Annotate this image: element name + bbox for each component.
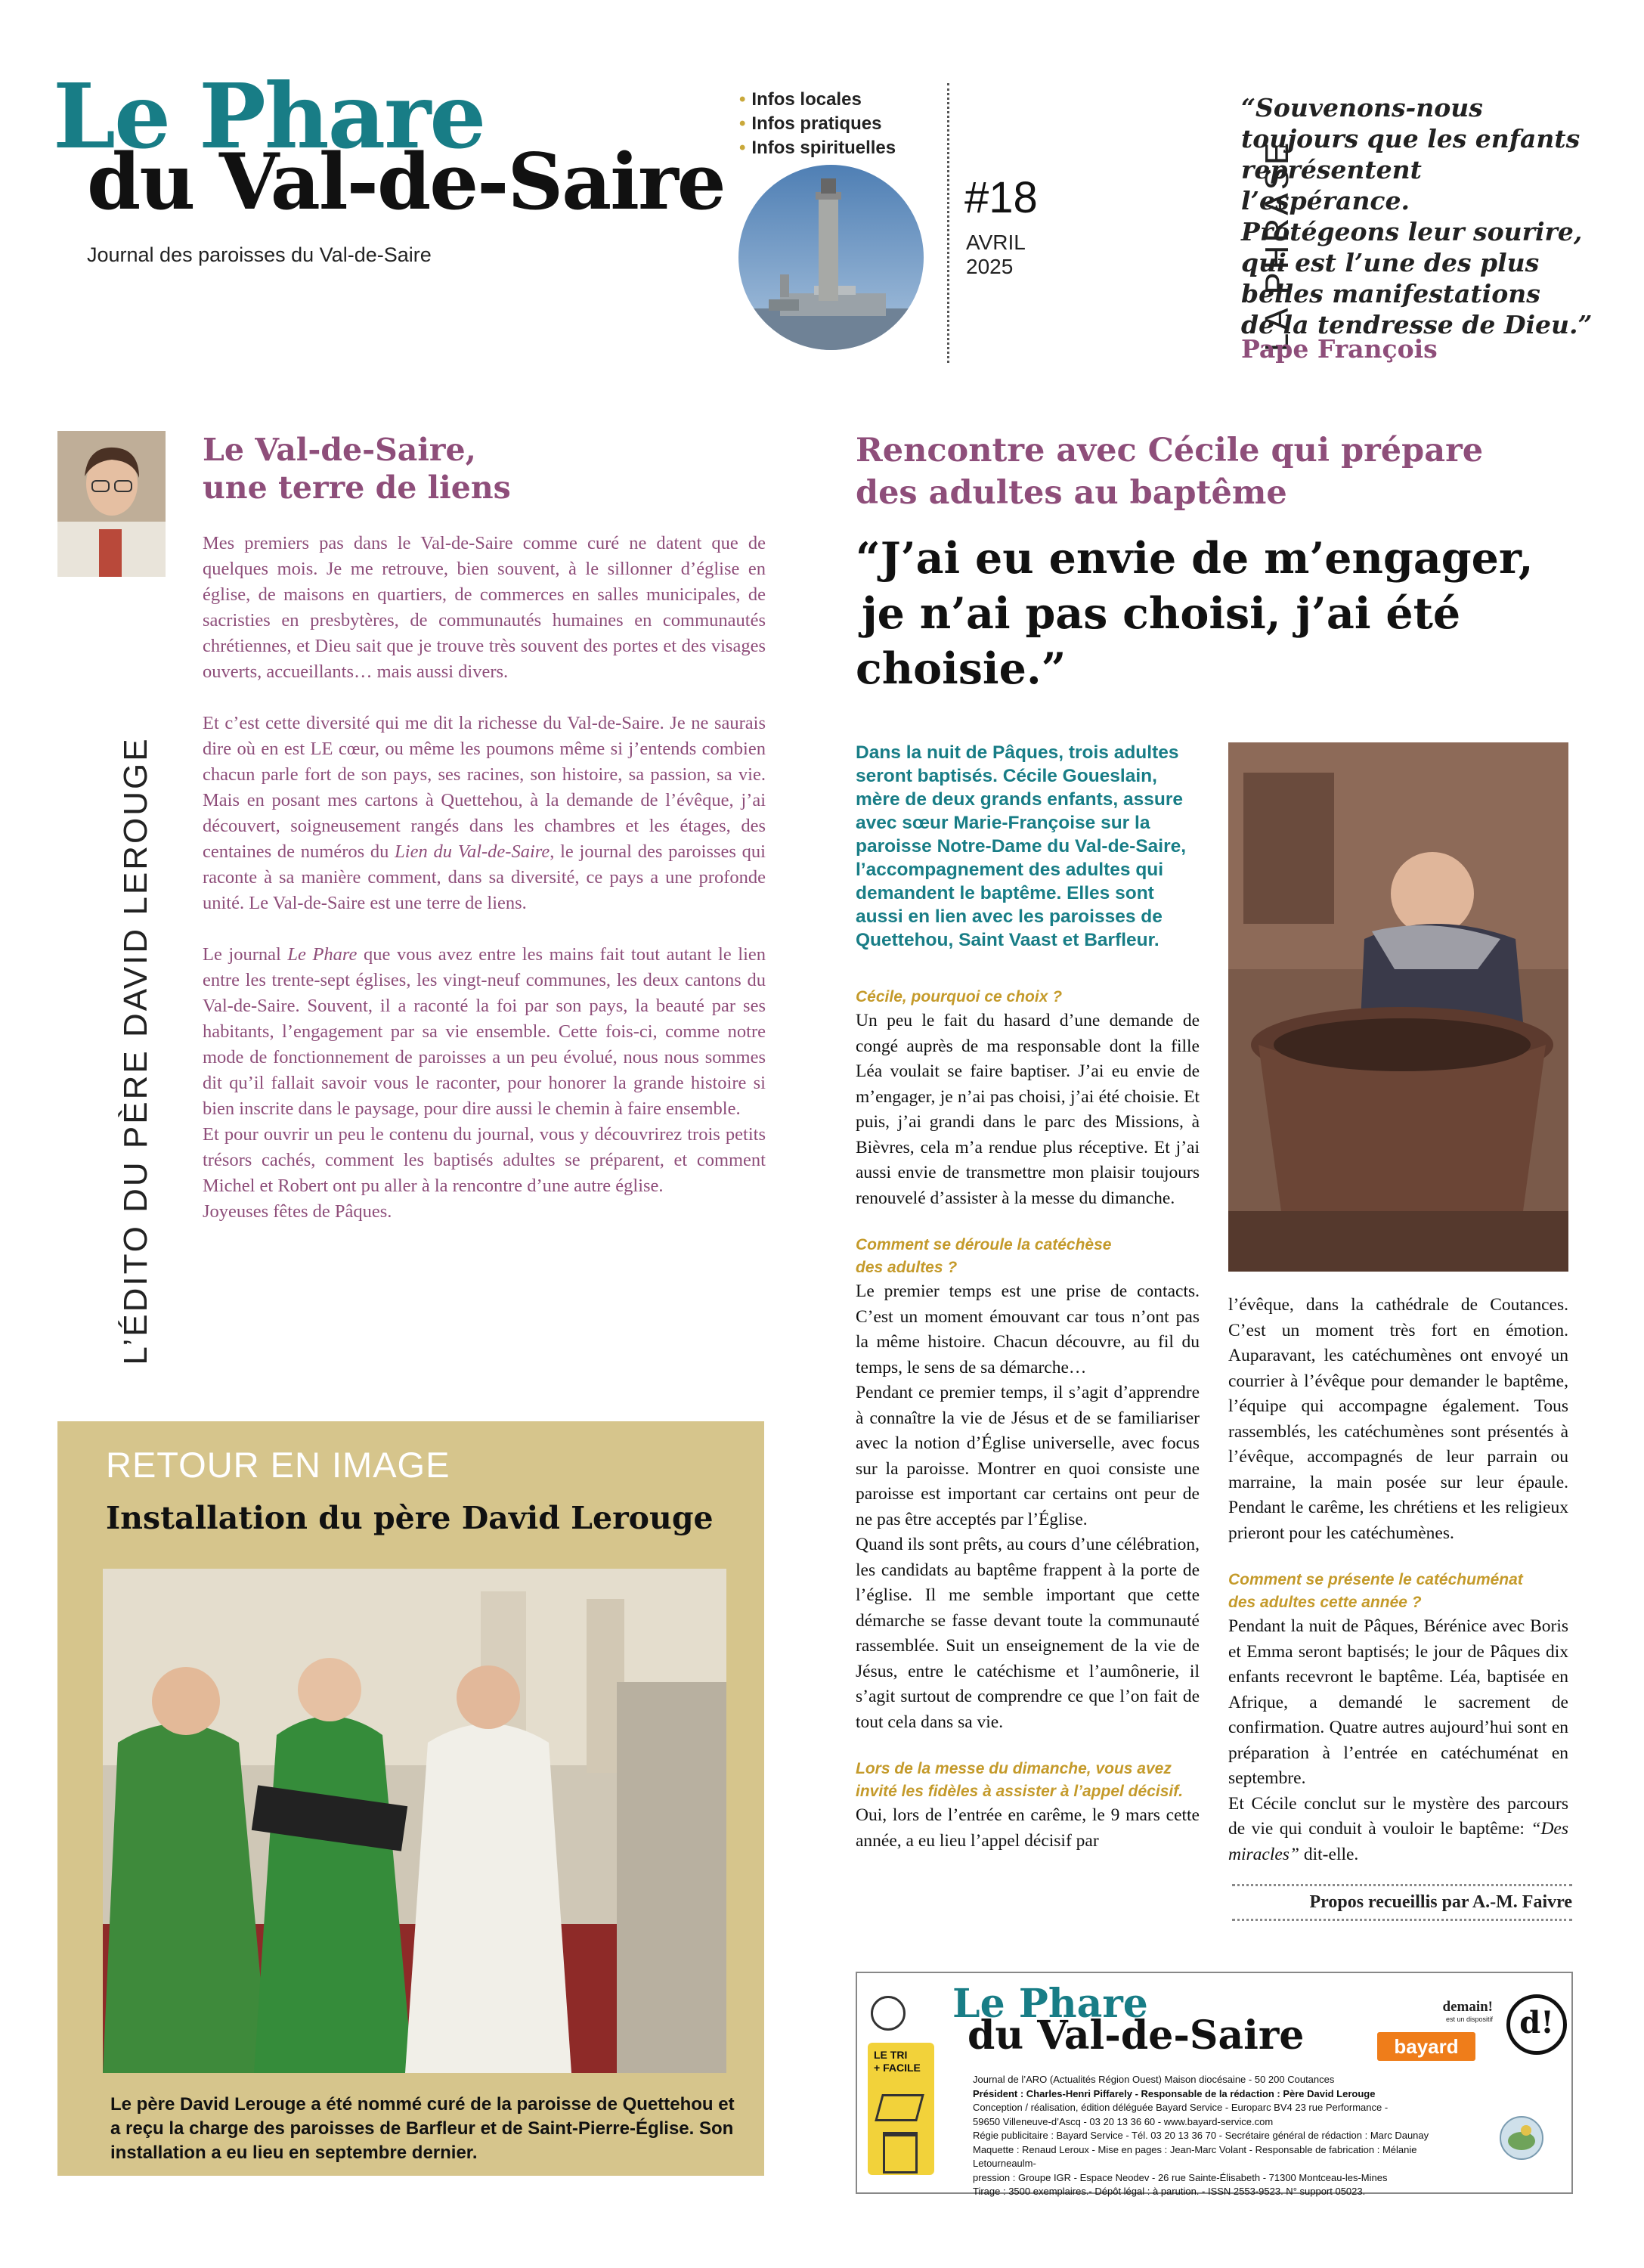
- answer-paragraph: Le premier temps est une prise de contacts. C’est un moment émouvant car tous n’ont pas la même histoire. Chacun découvre, au fil du temps, le sens de sa démarche…: [856, 1281, 1200, 1377]
- tri-facile-logo: [863, 1988, 939, 2181]
- article-credit: Propos recueillis par A.-M. Faivre: [1232, 1884, 1572, 1921]
- phrase-quote: [1241, 92, 1596, 340]
- article-column-1: [856, 986, 1200, 1854]
- la-phrase-label: LA PHRASE: [1259, 139, 1296, 352]
- edito-title: [203, 431, 511, 507]
- edito-paragraph: Et c’est cette diversité qui me dit la richesse du Val-de-Saire. Je ne saurais dire où en est LE cœur, ou même les poumons même si j’entends combien chacun parle fort de son pays, ses racines, son histoire, sa passion, sa vie. Mais en posant mes cartons à Quettehou, à la demande de l’évêque, j’ai découvert, soigneusement rangés dans les chambres et les étages, des centaines de numéros du Lien du Val-de-Saire, le journal des paroisses qui raconte à sa manière comment, dans sa diversité, ce pays a une profonde unité. Le Val-de-Saire est une terre de liens.: [203, 713, 766, 913]
- phrase-line: de la tendresse de Dieu.”: [1241, 310, 1593, 339]
- edito-title-line: une terre de liens: [203, 469, 511, 506]
- issue-date: [966, 231, 1026, 279]
- baptismal-font-photo: [1228, 742, 1568, 1272]
- edito-title-line: Le Val-de-Saire,: [203, 432, 476, 468]
- demain-label: demain! est un dispositif: [1442, 1999, 1493, 2023]
- pull-quote-line: “J’ai eu envie de m’engager,: [856, 533, 1534, 584]
- phrase-line: qui est l’une des plus: [1241, 248, 1540, 277]
- answer-paragraph: Et Cécile conclut sur le mystère des parcours de vie qui conduit à vouloir le baptême: “Des miracles” dit-elle.: [1228, 1793, 1568, 1864]
- phrase-line: “Souvenons-nous: [1241, 93, 1483, 122]
- edito-paragraph: Le journal Le Phare que vous avez entre les mains fait tout autant le lien entre les trente-sept églises, les vingt-neuf communes, les deux cantons du Val-de-Saire. Souvent, il a raconté la foi par son pays, la beauté par ses habitants, l’engagement par sa vie ensemble. Cette fois-ci, comme notre mode de fonctionnement de paroisses a un peu évolué, nous nous sommes dit qu’il fallait savoir vous le raconter, pour honorer la grande histoire si bien inscrite dans le paysage, pour dire aussi le chemin à faire ensemble.: [203, 944, 766, 1119]
- edito-paragraph: Joyeuses fêtes de Pâques.: [203, 1201, 392, 1222]
- masthead-subtitle: Journal des paroisses du Val-de-Saire: [87, 243, 432, 266]
- masthead-title-line2: du Val-de-Saire: [87, 137, 725, 228]
- infos-list: [739, 88, 896, 160]
- edito-vertical-label: L’ÉDITO DU PÈRE DAVID LEROUGE: [117, 736, 154, 1365]
- question-heading: Comment se présente le catéchuménat des adultes cette année ?: [1228, 1571, 1523, 1611]
- issue-year: 2025: [966, 255, 1014, 278]
- installation-photo: [103, 1569, 726, 2073]
- author-portrait: [57, 431, 166, 577]
- answer-paragraph: Pendant la nuit de Pâques, Bérénice avec Boris et Emma seront baptisés; le jour de Pâques dix enfants recevront le baptême. Léa, baptisée en Afrique, a demandé le sacrement de confirmation. Quatre autres aujourd’hui sont en préparation à l’entrée en catéchuménat en septembre.: [1228, 1616, 1568, 1788]
- edito-body: [203, 531, 766, 1225]
- edito-paragraph: Et pour ouvrir un peu le contenu du journal, vous y découvrirez trois petits trésors cachés, comment les baptisés adultes se préparent, et comment Michel et Robert ont pu aller à la rencontre d’une autre église.: [203, 1124, 766, 1196]
- colophon-text: Journal de l’ARO (Actualités Région Ouest) Maison diocésaine - 50 200 Coutances Président : Charles-Henri Piffarely - Responsable de la rédaction : Père David Lerouge Conception / réalisation, édition déléguée Bayard Service - Europarc BV4 23 rue Performance - 59650 Villeneuve-d’Ascq - 03 20 13 36 60 - www.bayard-service.com Régie publicitaire : Bayard Service - Tél. 03 20 13 36 70 - Secrétaire général de rédaction : Marc Daunay Maquette : Renaud Leroux - Mise en pages : Jean-Marc Volant - Responsable de fabrication : Mélanie Letourneaulm- pression : Groupe IGR - Espace Neodev - 26 rue Sainte-Élisabeth - 71300 Montceau-les-Mines Tirage : 3500 exemplaires.- Dépôt légal : à parution. - ISSN 2553-9523. N° support 05023.: [973, 2074, 1429, 2197]
- lighthouse-photo: [738, 165, 924, 350]
- edito-paragraph: Mes premiers pas dans le Val-de-Saire comme curé ne datent que de quelques mois. Je me retrouve, bien souvent, à le sillonner d’église en église, de maisons en quartiers, de commerces en salles municipales, de sacristies en presbytères, de communautés humaines en communautés chrétiennes, et Dieu sait que je trouve très souvent des portes et des visages ouverts, accueillants… mais aussi divers.: [203, 533, 766, 682]
- retour-label: RETOUR EN IMAGE: [106, 1445, 450, 1485]
- infos-item: • Infos spirituelles: [739, 138, 896, 158]
- question-heading: Lors de la messe du dimanche, vous avez invité les fidèles à assister à l’appel décisif.: [856, 1760, 1184, 1800]
- bayard-logo: bayard: [1377, 2032, 1475, 2061]
- phrase-line: représentent l’espérance.: [1241, 155, 1422, 215]
- answer-paragraph: Quand ils sont prêts, au cours d’une célébration, les candidats au baptême frappent à la porte de l’église. Il me semble important que cette démarche se fasse devant toute la communauté rassemblée. Suit un enseignement de la vie de Jésus, entre le catéchisme et l’aumônerie, il s’agit surtout de comprendre ce que l’on fait de tout cela dans sa vie.: [856, 1535, 1200, 1732]
- tri-label: LE TRI + FACILE: [874, 2049, 921, 2074]
- pull-quote-line: je n’ai pas choisi, j’ai été: [862, 588, 1461, 639]
- article-title: [856, 429, 1483, 514]
- answer-paragraph: Un peu le fait du hasard d’une demande de congé auprès de ma responsable dont la fille Léa voulait se faire baptiser. J’ai eu envie de m’engager, je n’ai pas choisi, j’ai été choisie. Et puis, j’ai grandi dans le parc des Missions, à Bièvres, cela m’a rendue plus réceptive. Et j’ai aussi envie de transmettre mon plaisir toujours renouvelé d’assister à la messe du dimanche.: [856, 1011, 1200, 1208]
- retour-caption: Le père David Lerouge a été nommé curé de la paroisse de Quettehou et a reçu la charge des paroisses de Barfleur et de Saint-Pierre-Église. Son installation a eu lieu en septembre dernier.: [110, 2094, 735, 2163]
- masthead-title-line1: Le Phare: [53, 64, 485, 169]
- infos-item: • Infos locales: [739, 89, 862, 110]
- pull-quote-line: choisie.”: [856, 643, 1067, 694]
- diocese-seal: [1499, 2115, 1544, 2161]
- colophon-title-line1: Le Phare: [952, 1981, 1148, 2027]
- article-title-line: Rencontre avec Cécile qui prépare: [856, 432, 1484, 469]
- retour-title: Installation du père David Lerouge: [106, 1500, 714, 1536]
- question-heading: Comment se déroule la catéchèse des adultes ?: [856, 1236, 1112, 1276]
- masthead-separator: [947, 83, 949, 363]
- d-logo: d!: [1506, 1994, 1567, 2055]
- answer-paragraph: Pendant ce premier temps, il s’agit d’apprendre à connaître la vie de Jésus et de se familiariser avec la notion d’Église universelle, avec focus sur la paroisse. Montrer en quoi consiste une paroisse est important car certains ont peur de ne pas être acceptés par l’Église.: [856, 1383, 1200, 1529]
- article-title-line: des adultes au baptême: [856, 474, 1287, 512]
- issue-month: AVRIL: [966, 231, 1026, 254]
- phrase-line: Protégeons leur sourire,: [1241, 217, 1583, 246]
- article-column-2: [1228, 1293, 1568, 1867]
- phrase-line: toujours que les enfants: [1241, 124, 1581, 153]
- article-chapo: Dans la nuit de Pâques, trois adultes seront baptisés. Cécile Goueslain, mère de deux grands enfants, assure avec sœur Marie-Françoise sur la paroisse Notre-Dame du Val-de-Saire, l’accompagnement des adultes qui demandent le baptême. Elles sont aussi en lien avec les paroisses de Quettehou, Saint Vaast et Barfleur.: [856, 742, 1187, 950]
- article-pull-quote: [856, 531, 1551, 696]
- phrase-line: belles manifestations: [1241, 279, 1540, 308]
- issue-number: #18: [964, 173, 1038, 222]
- answer-paragraph: Oui, lors de l’entrée en carême, le 9 mars cette année, a eu lieu l’appel décisif par: [856, 1805, 1200, 1851]
- question-heading: Cécile, pourquoi ce choix ?: [856, 988, 1063, 1005]
- colophon-title-line2: du Val-de-Saire: [968, 2012, 1305, 2059]
- answer-paragraph: l’évêque, dans la cathédrale de Coutances. C’est un moment très fort en émotion. Auparavant, les catéchumènes ont envoyé un courrier à l’évêque pour demander le baptême, l’équipe qui accompagne également. Tous rassemblés, les catéchumènes sont présentés à l’évêque, accompagnés de leur parrain ou marraine, la main posée sur leur épaule. Pendant le carême, les chrétiens et les religieux prieront pour les catéchumènes.: [1228, 1295, 1568, 1543]
- infos-item: • Infos pratiques: [739, 113, 882, 134]
- phrase-author: Pape François: [1241, 334, 1438, 364]
